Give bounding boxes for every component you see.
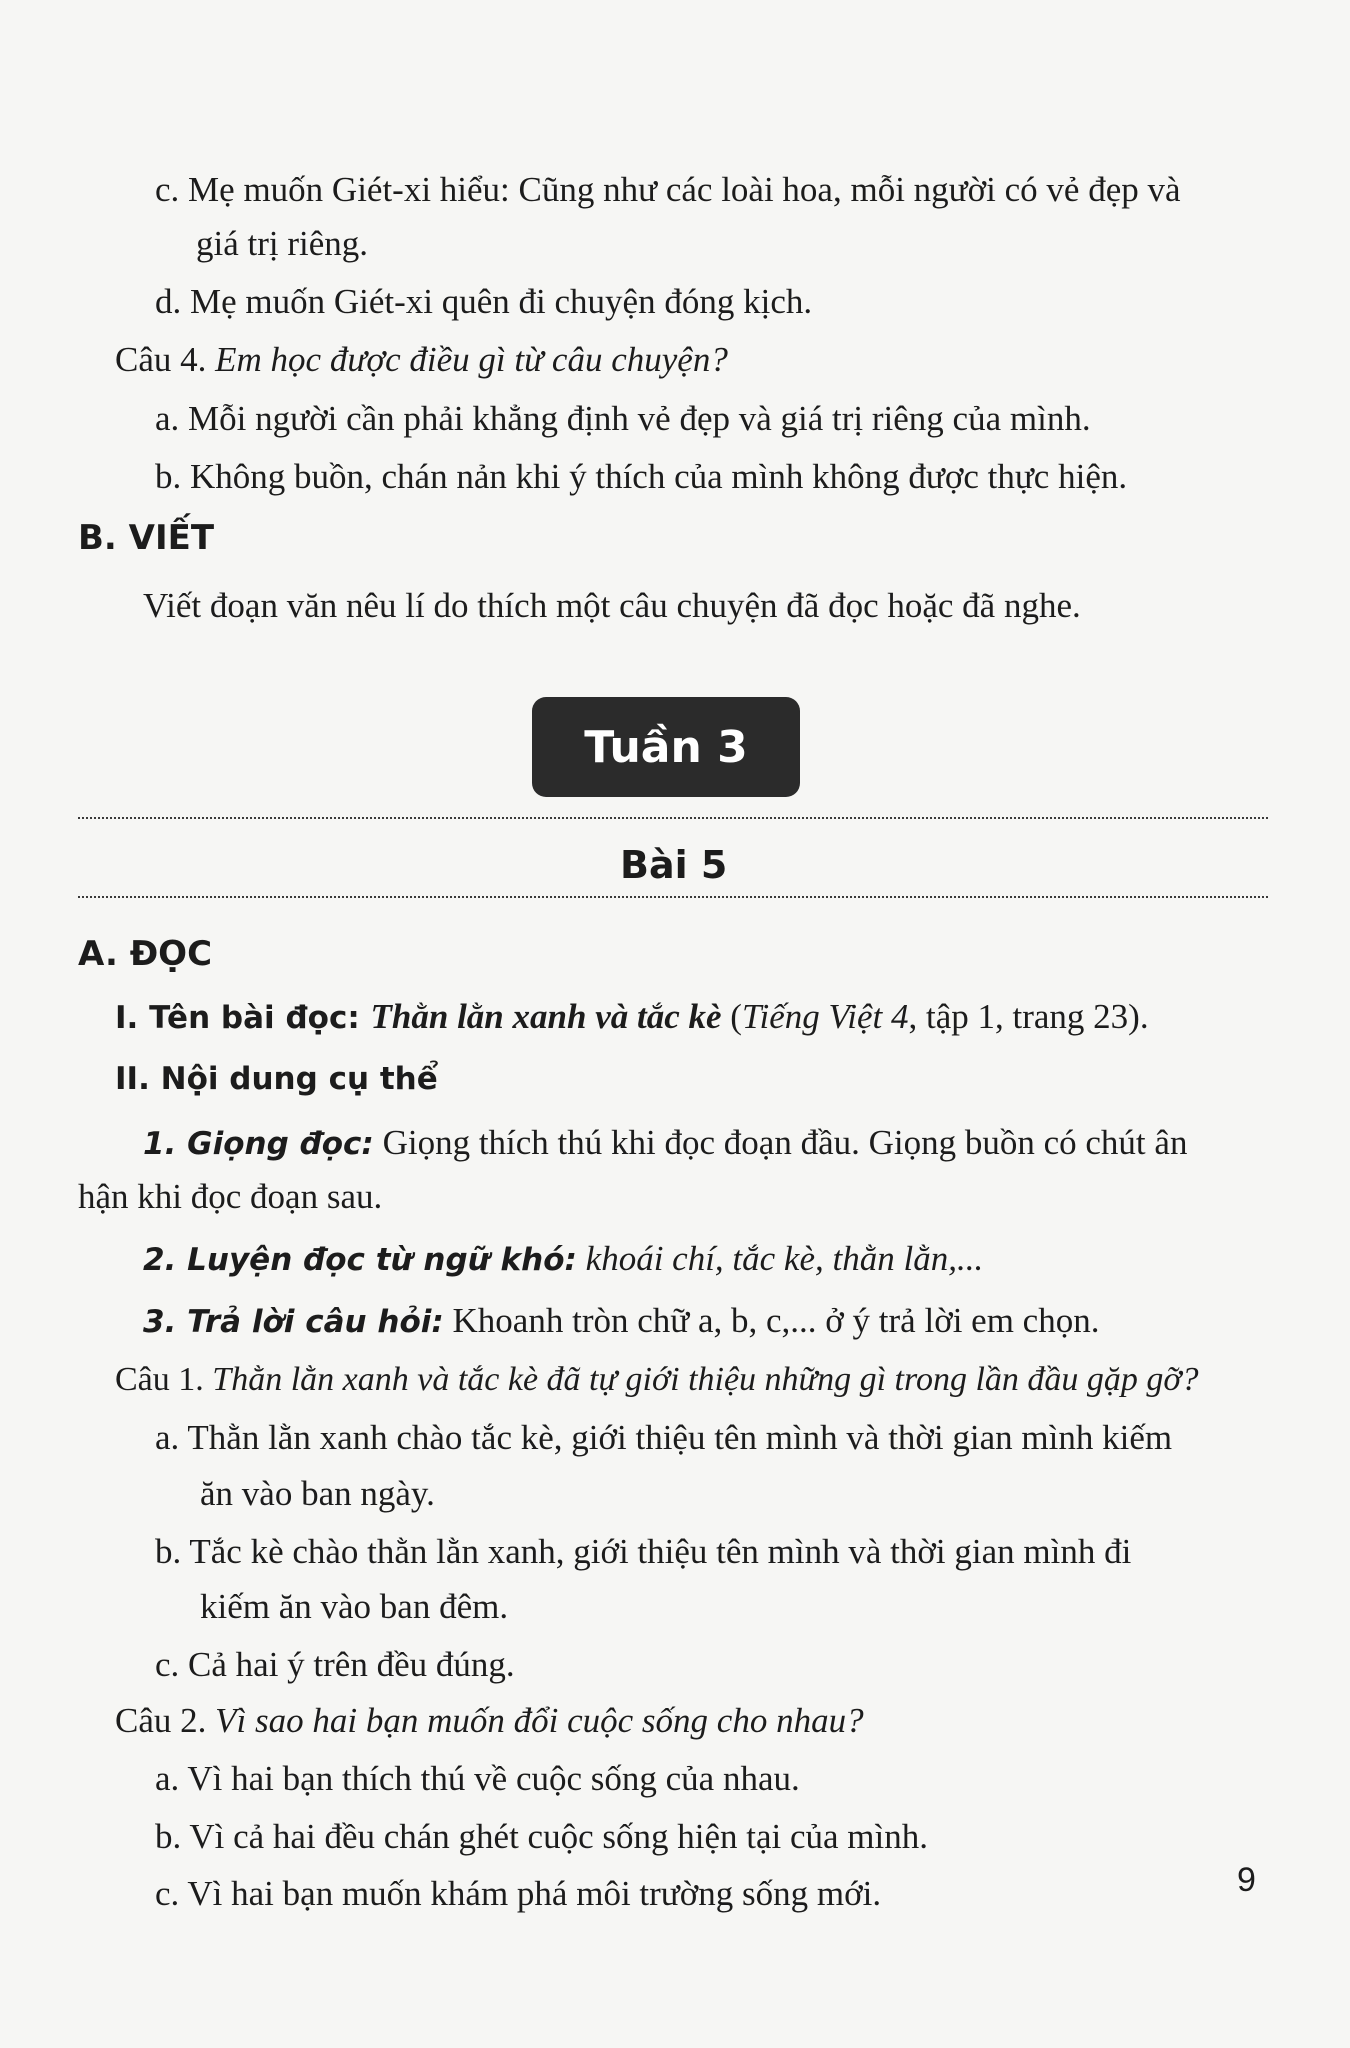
question-4-text: Em học được điều gì từ câu chuyện? [215, 340, 728, 379]
reading-title-label: I. Tên bài đọc: [115, 1000, 371, 1036]
answer-instructions-text: Khoanh tròn chữ a, b, c,... ở ý trả lời em chọn. [443, 1301, 1100, 1340]
week-badge [532, 697, 800, 797]
section-b-heading: B. VIẾT [78, 518, 215, 558]
section-b-task: Viết đoạn văn nêu lí do thích một câu chuyện đã đọc hoặc đã nghe. [143, 586, 1081, 625]
reading-voice-line-2: hận khi đọc đoạn sau. [78, 1177, 383, 1216]
answer-instructions-line [143, 1299, 1099, 1344]
question-1 [115, 1358, 1199, 1402]
question-1-label: Câu 1. [115, 1361, 213, 1398]
week-title: Tuần 3 [584, 721, 748, 773]
answer-instructions-label: 3. Trả lời câu hỏi: [143, 1304, 444, 1340]
question-2-option-a: a. Vì hai bạn thích thú về cuộc sống của nhau. [155, 1759, 800, 1798]
reading-voice-text: Giọng thích thú khi đọc đoạn đầu. Giọng buồn có chút ân [373, 1123, 1188, 1162]
reading-book: Tiếng Việt 4 [741, 997, 909, 1036]
lesson-title: Bài 5 [620, 843, 728, 887]
question-2-option-c: c. Vì hai bạn muốn khám phá môi trường sống mới. [155, 1874, 882, 1913]
reading-voice-line [143, 1121, 1187, 1166]
question-4-option-b: b. Không buồn, chán nản khi ý thích của mình không được thực hiện. [155, 457, 1128, 496]
difficult-words-line [143, 1237, 983, 1282]
divider-bottom [78, 896, 1268, 898]
question-4 [115, 338, 728, 382]
question-1-option-b-line-2: kiếm ăn vào ban đêm. [200, 1587, 509, 1626]
option-c-line-1: c. Mẹ muốn Giét-xi hiểu: Cũng như các loài hoa, mỗi người có vẻ đẹp và [155, 170, 1181, 209]
content-heading: II. Nội dung cụ thể [115, 1061, 438, 1097]
option-d: d. Mẹ muốn Giét-xi quên đi chuyện đóng kịch. [155, 282, 813, 321]
question-4-label: Câu 4. [115, 340, 216, 379]
reading-title: Thằn lằn xanh và tắc kè [370, 997, 722, 1036]
question-1-option-a-line-1: a. Thằn lằn xanh chào tắc kè, giới thiệu tên mình và thời gian mình kiếm [155, 1418, 1173, 1457]
question-2-label: Câu 2. [115, 1701, 216, 1740]
reading-voice-label: 1. Giọng đọc: [143, 1126, 374, 1162]
divider-top [78, 817, 1268, 819]
option-c-line-2: giá trị riêng. [196, 224, 369, 263]
question-2 [115, 1699, 864, 1743]
question-1-option-a-line-2: ăn vào ban ngày. [200, 1474, 435, 1513]
page-number: 9 [1237, 1861, 1256, 1899]
question-2-text: Vì sao hai bạn muốn đổi cuộc sống cho nhau? [215, 1701, 864, 1740]
reading-source-open: ( [721, 997, 742, 1036]
question-2-option-b: b. Vì cả hai đều chán ghét cuộc sống hiện tại của mình. [155, 1817, 929, 1856]
reading-title-line [115, 995, 1149, 1040]
difficult-words-label: 2. Luyện đọc từ ngữ khó: [143, 1242, 577, 1278]
question-1-text: Thằn lằn xanh và tắc kè đã tự giới thiệu những gì trong lần đầu gặp gỡ? [212, 1361, 1199, 1398]
section-a-heading: A. ĐỌC [78, 934, 213, 974]
reading-source-rest: , tập 1, trang 23). [908, 997, 1149, 1036]
difficult-words-text: khoái chí, tắc kè, thằn lằn,... [576, 1239, 984, 1278]
question-1-option-c: c. Cả hai ý trên đều đúng. [155, 1645, 515, 1684]
question-4-option-a: a. Mỗi người cần phải khẳng định vẻ đẹp và giá trị riêng của mình. [155, 399, 1091, 438]
question-1-option-b-line-1: b. Tắc kè chào thằn lằn xanh, giới thiệu tên mình và thời gian mình đi [155, 1532, 1132, 1571]
